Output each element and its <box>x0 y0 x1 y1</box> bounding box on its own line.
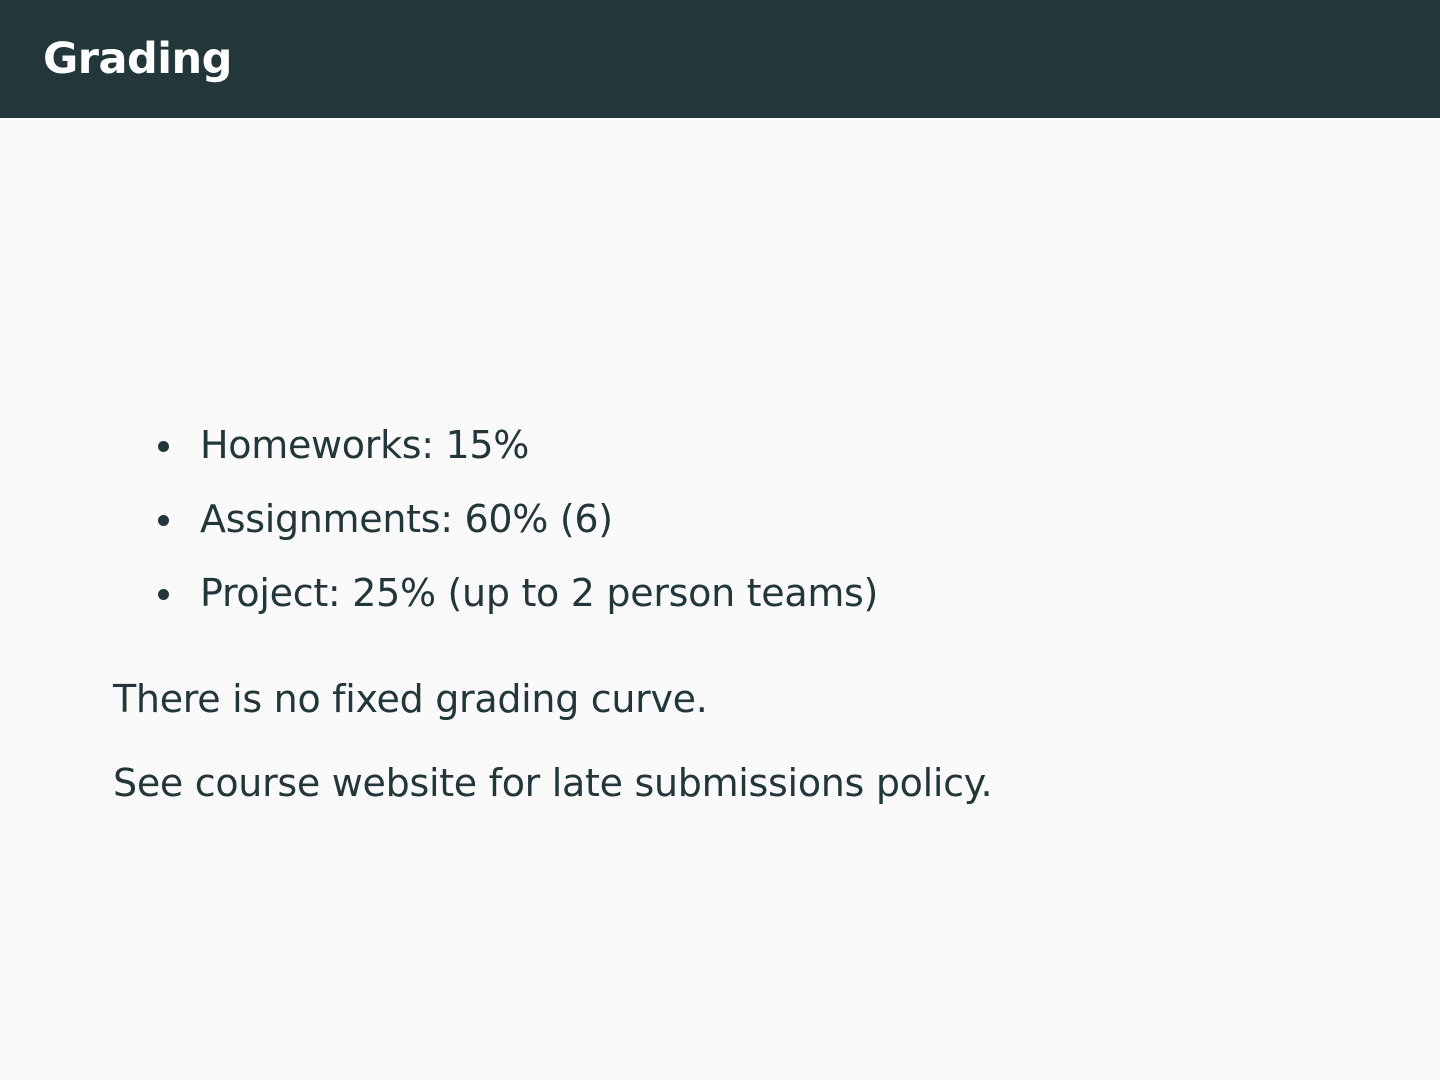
list-item <box>113 566 1313 640</box>
grading-breakdown-list <box>113 418 1313 640</box>
bullet-text: Project: 25% (up to 2 person teams) <box>200 571 879 615</box>
bullet-text: Homeworks: 15% <box>200 423 530 467</box>
bullet-text: Assignments: 60% (6) <box>200 497 613 541</box>
late-policy-note: See course website for late submissions policy. <box>113 761 993 805</box>
bullet-dot-icon <box>158 441 169 452</box>
list-item <box>113 418 1313 492</box>
slide-content <box>113 418 1313 810</box>
slide-title: Grading <box>43 34 232 84</box>
slide-header <box>0 0 1440 118</box>
bullet-dot-icon <box>158 515 169 526</box>
grading-curve-note: There is no fixed grading curve. <box>113 677 708 721</box>
list-item <box>113 492 1313 566</box>
bullet-dot-icon <box>158 589 169 600</box>
